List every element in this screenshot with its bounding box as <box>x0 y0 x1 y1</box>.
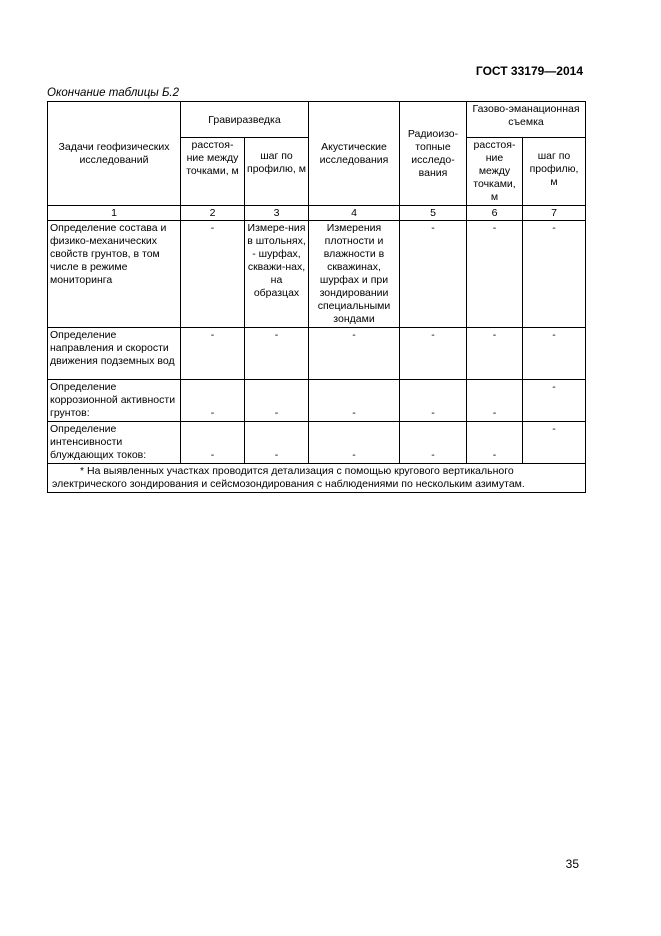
footnote-row <box>48 464 586 493</box>
table-cell: - <box>400 221 467 328</box>
table-cell: - <box>309 380 400 422</box>
header-gas-step: шаг по профилю, м <box>523 138 586 206</box>
table-cell: - <box>467 422 523 464</box>
header-gas-distance: расстоя-ние между точками, м <box>467 138 523 206</box>
column-number: 3 <box>245 206 309 221</box>
header-gravity-distance: расстоя-ние между точками, м <box>181 138 245 206</box>
column-number: 4 <box>309 206 400 221</box>
task-cell: Определение интенсивности блуждающих токов: <box>48 422 181 464</box>
table-cell: - <box>245 422 309 464</box>
table-row <box>48 221 586 328</box>
table-cell: - <box>523 328 586 380</box>
table-cell: - <box>245 380 309 422</box>
table-row <box>48 380 586 422</box>
header-task: Задачи геофизических исследований <box>48 102 181 206</box>
survey-table <box>47 101 586 493</box>
column-number: 1 <box>48 206 181 221</box>
header-gas: Газово-эманационная съемка <box>467 102 586 138</box>
column-number: 5 <box>400 206 467 221</box>
table-row <box>48 422 586 464</box>
header-acoustic: Акустические исследования <box>309 102 400 206</box>
column-number: 6 <box>467 206 523 221</box>
header-radio: Радиоизо-топные исследо-вания <box>400 102 467 206</box>
table-cell: - <box>400 328 467 380</box>
column-number: 7 <box>523 206 586 221</box>
table-cell: Измерения плотности и влажности в скважинах, шурфах и при зондировании специальными зондами <box>309 221 400 328</box>
table-cell: - <box>523 221 586 328</box>
table-cell: - <box>309 422 400 464</box>
task-cell: Определение коррозионной активности грунтов: <box>48 380 181 422</box>
table-cell: - <box>181 221 245 328</box>
table-row <box>48 328 586 380</box>
document-id: ГОСТ 33179—2014 <box>475 64 583 78</box>
table-cell: - <box>523 380 586 422</box>
table-cell: - <box>523 422 586 464</box>
table-cell: - <box>400 422 467 464</box>
page-number: 35 <box>565 857 579 871</box>
table-caption: Окончание таблицы Б.2 <box>47 87 180 99</box>
table-cell: - <box>467 221 523 328</box>
task-cell: Определение направления и скорости движения подземных вод <box>48 328 181 380</box>
table-cell: - <box>181 422 245 464</box>
footnote: * На выявленных участках проводится детализация с помощью кругового вертикального электрического зондирования и сейсмозондирования с наблюдениями по нескольким азимутам. <box>48 464 586 493</box>
table-cell: - <box>400 380 467 422</box>
column-number: 2 <box>181 206 245 221</box>
header-gravity-step: шаг по профилю, м <box>245 138 309 206</box>
table-cell: - <box>309 328 400 380</box>
column-number-row <box>48 206 586 221</box>
table-cell: - <box>181 380 245 422</box>
table-cell: - <box>181 328 245 380</box>
table-cell: - <box>467 380 523 422</box>
table-cell: - <box>245 328 309 380</box>
header-gravity: Гравиразведка <box>181 102 309 138</box>
table-cell: Измере-ния в штольнях, - шурфах, скважи-нах, на образцах <box>245 221 309 328</box>
header-row-1 <box>48 102 586 138</box>
table-cell: - <box>467 328 523 380</box>
task-cell: Определение состава и физико-механических свойств грунтов, в том числе в режиме мониторинга <box>48 221 181 328</box>
